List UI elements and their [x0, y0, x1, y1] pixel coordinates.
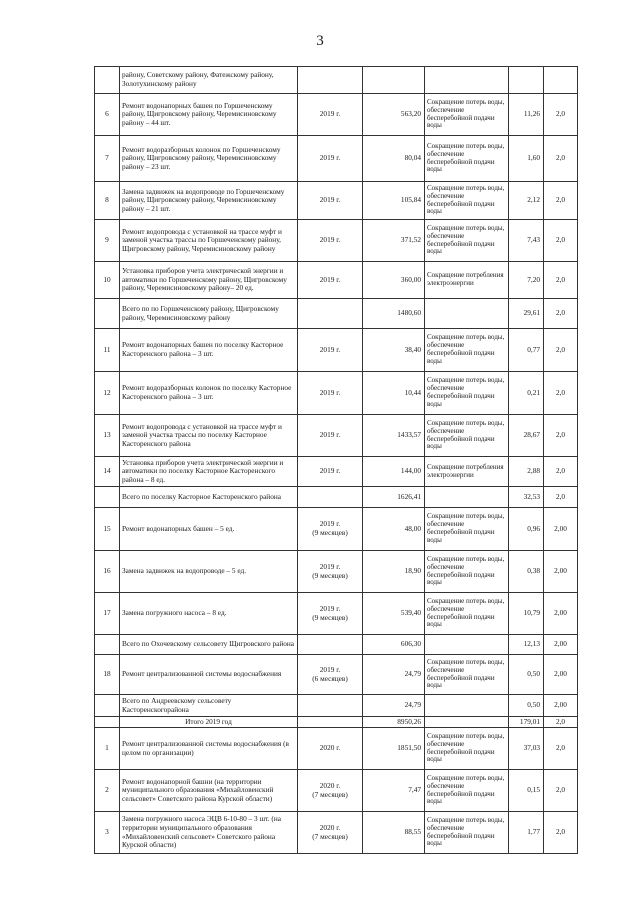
share-value: 11,26	[509, 94, 544, 136]
term-value: 2,00	[544, 695, 578, 717]
expected-effect: Сокращение потерь воды, обеспечение бесперебойной подачи воды	[425, 329, 509, 372]
table-row	[95, 457, 578, 487]
row-number: 18	[95, 655, 120, 695]
term-value: 2,0	[544, 329, 578, 372]
cost-value: 105,84	[363, 182, 425, 220]
expected-effect	[425, 695, 509, 717]
row-number: 8	[95, 182, 120, 220]
row-number: 15	[95, 508, 120, 551]
cost-value: 144,00	[363, 457, 425, 487]
expected-effect: Сокращение потерь воды, обеспечение бесперебойной подачи воды	[425, 728, 509, 770]
term-value: 2,00	[544, 655, 578, 695]
row-number: 13	[95, 415, 120, 457]
expected-effect	[425, 67, 509, 94]
table-row	[95, 262, 578, 299]
cost-value: 38,40	[363, 329, 425, 372]
table-row	[95, 220, 578, 262]
share-value: 37,03	[509, 728, 544, 770]
implementation-period: 2019 г. (9 месяцев)	[298, 551, 363, 593]
row-number	[95, 635, 120, 655]
measure-name: Замена задвижек на водопроводе – 5 ед.	[120, 551, 298, 593]
implementation-period: 2020 г.	[298, 728, 363, 770]
row-number: 3	[95, 812, 120, 854]
share-value: 0,38	[509, 551, 544, 593]
expected-effect: Сокращение потерь воды, обеспечение бесперебойной подачи воды	[425, 415, 509, 457]
cost-value: 24,79	[363, 695, 425, 717]
term-value: 2,00	[544, 635, 578, 655]
cost-value: 1480,60	[363, 299, 425, 329]
table-row	[95, 415, 578, 457]
expected-effect: Сокращение потерь воды, обеспечение бесперебойной подачи воды	[425, 655, 509, 695]
cost-value: 80,04	[363, 136, 425, 182]
share-value: 29,61	[509, 299, 544, 329]
expected-effect: Сокращение потерь воды, обеспечение бесперебойной подачи воды	[425, 508, 509, 551]
measure-name: Ремонт централизованной системы водоснабжения	[120, 655, 298, 695]
term-value: 2,0	[544, 728, 578, 770]
measure-name: Всего по поселку Касторное Касторенского района	[120, 487, 298, 508]
cost-value	[363, 67, 425, 94]
row-number: 10	[95, 262, 120, 299]
row-number	[95, 487, 120, 508]
row-number: 7	[95, 136, 120, 182]
measure-name: Всего по Охочевскому сельсовету Щигровского района	[120, 635, 298, 655]
row-number: 6	[95, 94, 120, 136]
term-value: 2,0	[544, 812, 578, 854]
implementation-period	[298, 67, 363, 94]
implementation-period: 2020 г. (7 месяцев)	[298, 812, 363, 854]
cost-value: 563,20	[363, 94, 425, 136]
measure-name: Всего по по Горшеченскому району, Щигровскому району, Черемисиновскому району	[120, 299, 298, 329]
expected-effect: Сокращение потерь воды, обеспечение бесперебойной подачи воды	[425, 593, 509, 635]
table-row	[95, 94, 578, 136]
share-value: 1,60	[509, 136, 544, 182]
cost-value: 1851,50	[363, 728, 425, 770]
term-value: 2,0	[544, 299, 578, 329]
expected-effect: Сокращение потерь воды, обеспечение бесперебойной подачи воды	[425, 551, 509, 593]
term-value: 2,00	[544, 508, 578, 551]
share-value: 32,53	[509, 487, 544, 508]
measure-name: Ремонт водонапорных башен по поселку Касторное Касторенского района – 3 шт.	[120, 329, 298, 372]
table-row	[95, 136, 578, 182]
share-value: 0,77	[509, 329, 544, 372]
measure-name: Замена погружного насоса ЭЦВ 6-10-80 – 3 шт. (на территории муниципального образования «Михайловенский сельсовет» Советского района Курской области)	[120, 812, 298, 854]
share-value	[509, 67, 544, 94]
measure-name: Установка приборов учета электрической энергии и автоматики по поселку Касторное Касторенского района – 8 ед.	[120, 457, 298, 487]
measures-table	[94, 66, 578, 854]
cost-value: 8950,26	[363, 717, 425, 728]
share-value: 2,88	[509, 457, 544, 487]
cost-value: 1433,57	[363, 415, 425, 457]
table-row	[95, 508, 578, 551]
term-value: 2,0	[544, 262, 578, 299]
cost-value: 88,55	[363, 812, 425, 854]
expected-effect: Сокращение потерь воды, обеспечение бесперебойной подачи воды	[425, 770, 509, 812]
share-value: 0,96	[509, 508, 544, 551]
row-number	[95, 695, 120, 717]
measure-name: Замена погружного насоса – 8 ед.	[120, 593, 298, 635]
implementation-period: 2020 г. (7 месяцев)	[298, 770, 363, 812]
expected-effect	[425, 487, 509, 508]
measure-name: району, Советскому району, Фатежскому району, Золотухинскому району	[120, 67, 298, 94]
implementation-period: 2019 г. (6 месяцев)	[298, 655, 363, 695]
expected-effect	[425, 635, 509, 655]
share-value: 0,50	[509, 655, 544, 695]
measure-name: Ремонт водонапорных башен по Горшеченскому району, Щигровскому району, Черемисиновскому району – 44 шт.	[120, 94, 298, 136]
row-number: 14	[95, 457, 120, 487]
measure-name: Установка приборов учета электрической энергии и автоматики по Горшеченскому району, Щигровскому району, Черемисиновскому району– 20 ед.	[120, 262, 298, 299]
row-number	[95, 67, 120, 94]
row-number: 1	[95, 728, 120, 770]
term-value	[544, 67, 578, 94]
cost-value: 24,79	[363, 655, 425, 695]
implementation-period: 2019 г. (9 месяцев)	[298, 508, 363, 551]
row-number: 16	[95, 551, 120, 593]
measure-name: Замена задвижек на водопроводе по Горшеченскому району, Щигровскому району, Черемисиновскому району – 21 шт.	[120, 182, 298, 220]
cost-value: 1626,41	[363, 487, 425, 508]
term-value: 2,0	[544, 717, 578, 728]
cost-value: 48,00	[363, 508, 425, 551]
implementation-period: 2019 г.	[298, 457, 363, 487]
implementation-period: 2019 г. (9 месяцев)	[298, 593, 363, 635]
implementation-period	[298, 487, 363, 508]
table-row	[95, 770, 578, 812]
implementation-period: 2019 г.	[298, 329, 363, 372]
term-value: 2,0	[544, 94, 578, 136]
table-row	[95, 655, 578, 695]
measure-name: Ремонт водонапорных башен – 5 ед.	[120, 508, 298, 551]
table-row	[95, 372, 578, 415]
cost-value: 606,30	[363, 635, 425, 655]
implementation-period: 2019 г.	[298, 220, 363, 262]
row-number: 9	[95, 220, 120, 262]
term-value: 2,0	[544, 487, 578, 508]
implementation-period: 2019 г.	[298, 136, 363, 182]
term-value: 2,0	[544, 415, 578, 457]
table-row	[95, 182, 578, 220]
share-value: 0,15	[509, 770, 544, 812]
share-value: 28,67	[509, 415, 544, 457]
cost-value: 18,90	[363, 551, 425, 593]
subtotal-row	[95, 67, 578, 94]
term-value: 2,0	[544, 770, 578, 812]
implementation-period: 2019 г.	[298, 262, 363, 299]
expected-effect: Сокращение потребления электроэнергии	[425, 262, 509, 299]
table-row	[95, 593, 578, 635]
measure-name: Ремонт водопровода с установкой на трассе муфт и заменой участка трассы по Горшеченскому району, Щигровскому району, Черемисиновскому району	[120, 220, 298, 262]
expected-effect: Сокращение потерь воды, обеспечение бесперебойной подачи воды	[425, 182, 509, 220]
implementation-period	[298, 717, 363, 728]
table-row	[95, 329, 578, 372]
row-number	[95, 717, 120, 728]
term-value: 2,00	[544, 551, 578, 593]
row-number: 2	[95, 770, 120, 812]
implementation-period: 2019 г.	[298, 415, 363, 457]
row-number: 17	[95, 593, 120, 635]
share-value: 10,79	[509, 593, 544, 635]
implementation-period: 2019 г.	[298, 94, 363, 136]
table-row	[95, 551, 578, 593]
implementation-period: 2019 г.	[298, 182, 363, 220]
term-value: 2,0	[544, 457, 578, 487]
implementation-period	[298, 635, 363, 655]
share-value: 12,13	[509, 635, 544, 655]
table-row	[95, 812, 578, 854]
cost-value: 539,40	[363, 593, 425, 635]
page-number: 3	[316, 33, 324, 49]
share-value: 179,01	[509, 717, 544, 728]
expected-effect	[425, 299, 509, 329]
expected-effect	[425, 717, 509, 728]
measure-name: Ремонт централизованной системы водоснабжения (в целом по организации)	[120, 728, 298, 770]
expected-effect: Сокращение потерь воды, обеспечение бесперебойной подачи воды	[425, 812, 509, 854]
row-number	[95, 299, 120, 329]
table-row	[95, 728, 578, 770]
measure-name: Всего по Андреевскому сельсовету Касторенскогорайона	[120, 695, 298, 717]
share-value: 2,12	[509, 182, 544, 220]
row-number: 12	[95, 372, 120, 415]
measure-name: Ремонт водонапорной башни (на территории муниципального образования «Михайловенский сельсовет» Советского района Курской области)	[120, 770, 298, 812]
term-value: 2,0	[544, 136, 578, 182]
share-value: 0,50	[509, 695, 544, 717]
row-number: 11	[95, 329, 120, 372]
implementation-period	[298, 695, 363, 717]
table-body	[95, 67, 578, 854]
share-value: 1,77	[509, 812, 544, 854]
expected-effect: Сокращение потерь воды, обеспечение бесперебойной подачи воды	[425, 136, 509, 182]
subtotal-row	[95, 299, 578, 329]
cost-value: 360,00	[363, 262, 425, 299]
term-value: 2,0	[544, 182, 578, 220]
subtotal-row	[95, 695, 578, 717]
measure-name: Ремонт водоразборных колонок по Горшеченскому району, Щигровскому району, Черемисиновскому району – 23 шт.	[120, 136, 298, 182]
term-value: 2,0	[544, 372, 578, 415]
implementation-period: 2019 г.	[298, 372, 363, 415]
total-row	[95, 717, 578, 728]
subtotal-row	[95, 487, 578, 508]
cost-value: 7,47	[363, 770, 425, 812]
cost-value: 10,44	[363, 372, 425, 415]
share-value: 7,20	[509, 262, 544, 299]
share-value: 0,21	[509, 372, 544, 415]
measure-name: Итого 2019 год	[120, 717, 298, 728]
expected-effect: Сокращение потерь воды, обеспечение бесперебойной подачи воды	[425, 220, 509, 262]
measure-name: Ремонт водопровода с установкой на трассе муфт и заменой участка трассы по поселку Касторное Касторенского района	[120, 415, 298, 457]
expected-effect: Сокращение потерь воды, обеспечение бесперебойной подачи воды	[425, 94, 509, 136]
share-value: 7,43	[509, 220, 544, 262]
implementation-period	[298, 299, 363, 329]
subtotal-row	[95, 635, 578, 655]
cost-value: 371,52	[363, 220, 425, 262]
measure-name: Ремонт водоразборных колонок по поселку Касторное Касторенского района – 3 шт.	[120, 372, 298, 415]
term-value: 2,0	[544, 220, 578, 262]
expected-effect: Сокращение потребления электроэнергии	[425, 457, 509, 487]
expected-effect: Сокращение потерь воды, обеспечение бесперебойной подачи воды	[425, 372, 509, 415]
term-value: 2,00	[544, 593, 578, 635]
